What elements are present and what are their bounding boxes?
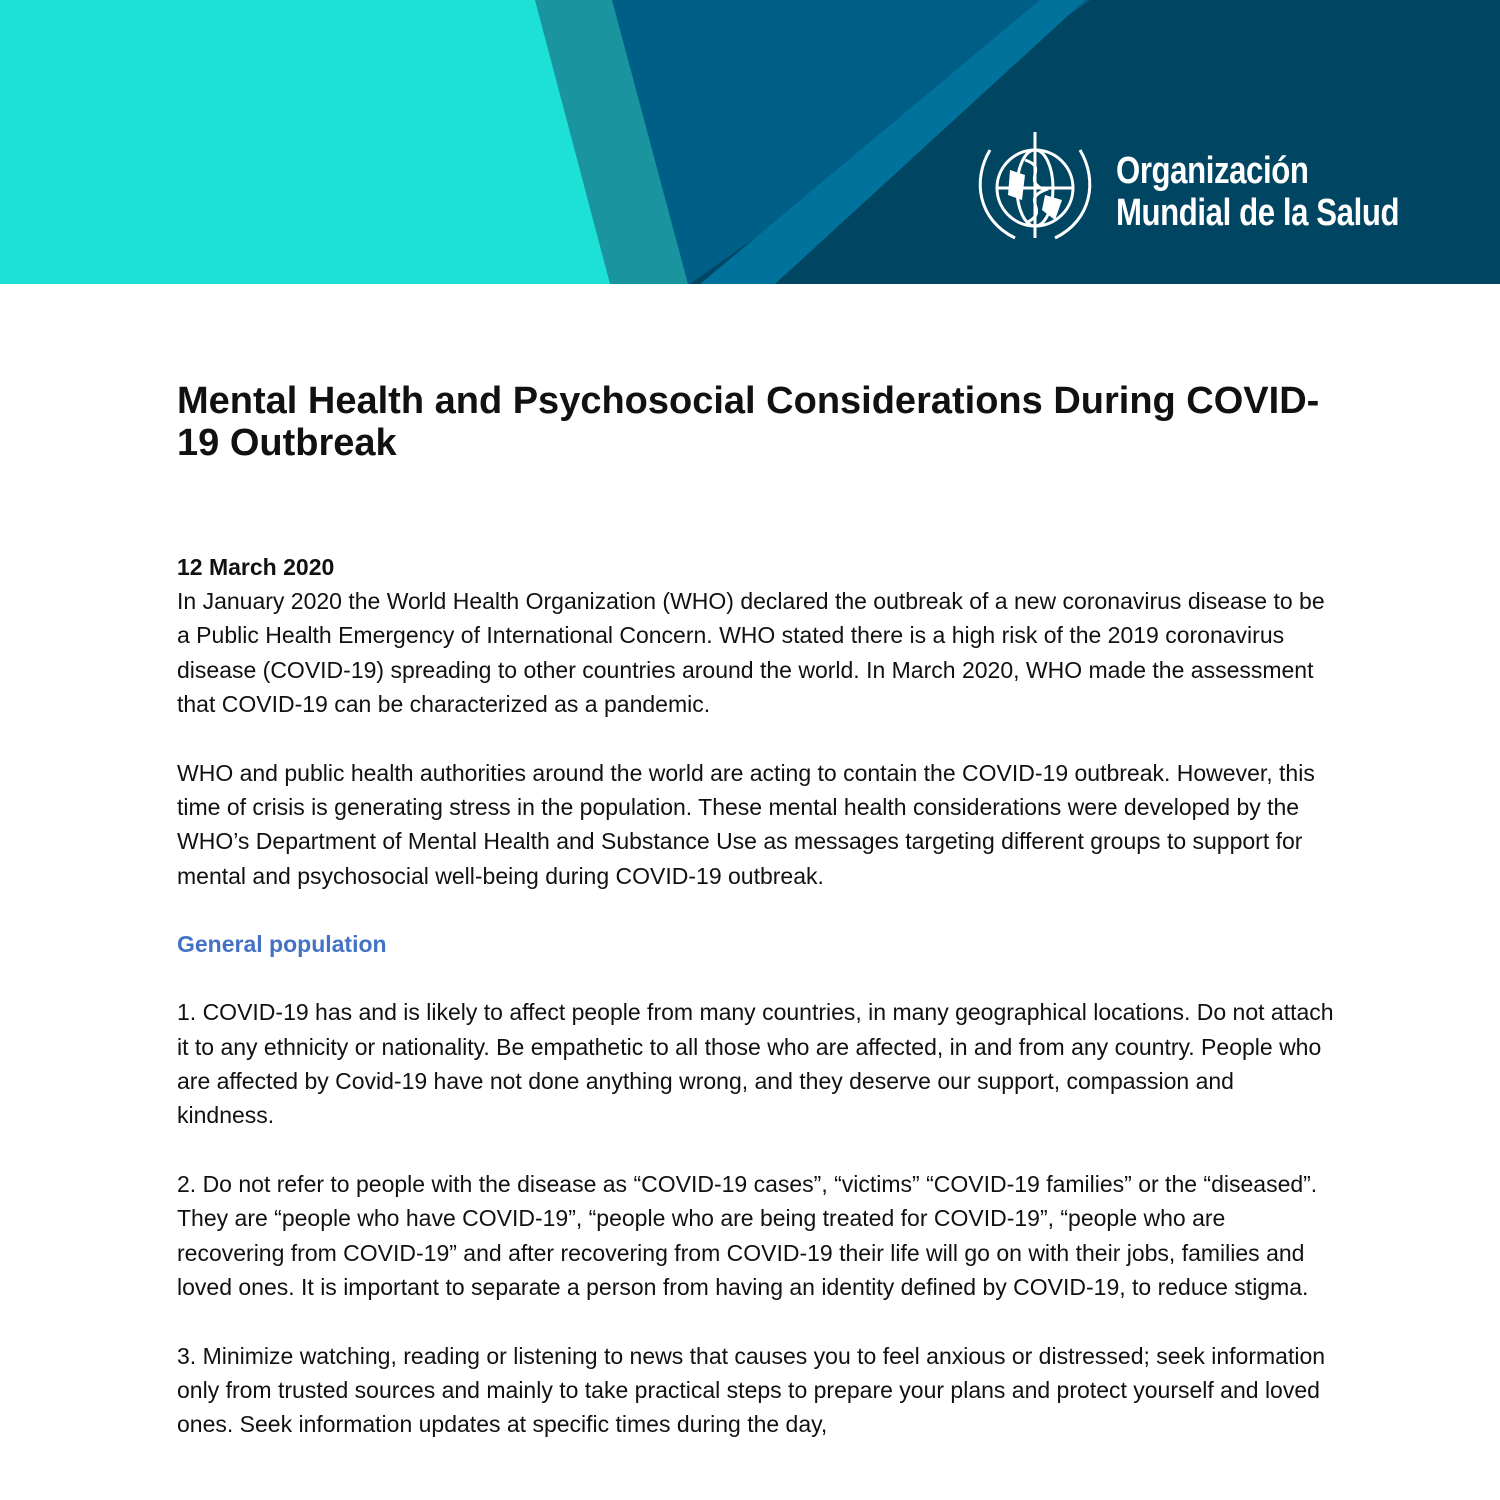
list-item: 1. COVID-19 has and is likely to affect people from many countries, in many geographical locations. Do not attach it to any ethnicity or nationality. Be empathetic to all those who are affected, in and from any country. People who are affected by Covid-19 have not done anything wrong, and they deserve our support, compassion and kindness. — [177, 999, 1334, 1129]
document-body — [177, 380, 1337, 1476]
who-emblem-icon — [970, 130, 1100, 248]
document-title: Mental Health and Psychosocial Considerations During COVID-19 Outbreak — [177, 380, 1320, 464]
paragraph: WHO and public health authorities around the world are acting to contain the COVID-19 outbreak. However, this time of crisis is generating stress in the population. These mental health considerations were developed by the WHO’s Department of Mental Health and Substance Use as messages targeting different groups to support for mental and psychosocial well-being during COVID-19 outbreak. — [177, 759, 1315, 889]
header-banner — [0, 0, 1500, 284]
document-date: 12 March 2020 — [177, 554, 335, 580]
org-name-line1: Organización — [1116, 150, 1309, 192]
org-name-line2: Mundial de la Salud — [1116, 192, 1400, 234]
paragraph: In January 2020 the World Health Organization (WHO) declared the outbreak of a new coronavirus disease to be a Public Health Emergency of International Concern. WHO stated there is a high risk of the 2019 coronavirus disease (COVID-19) spreading to other countries around the world. In March 2020, WHO made the assessment that COVID-19 can be characterized as a pandemic. — [177, 588, 1325, 718]
list-item: 3. Minimize watching, reading or listening to news that causes you to feel anxious or distressed; seek information only from trusted sources and mainly to take practical steps to prepare your plans and protect yourself and loved ones. Seek information updates at specific times during the day, — [177, 1342, 1326, 1438]
list-item: 2. Do not refer to people with the disease as “COVID-19 cases”, “victims” “COVID-19 families” or the “diseased”. They are “people who have COVID-19”, “people who are being treated for COVID-19”, “people who are recovering from COVID-19” and after recovering from COVID-19 their life will go on with their jobs, families and loved ones. It is important to separate a person from having an identity defined by COVID-19, to reduce stigma. — [177, 1170, 1318, 1301]
section-heading: General population — [177, 931, 387, 958]
who-logo-text — [1116, 150, 1399, 234]
